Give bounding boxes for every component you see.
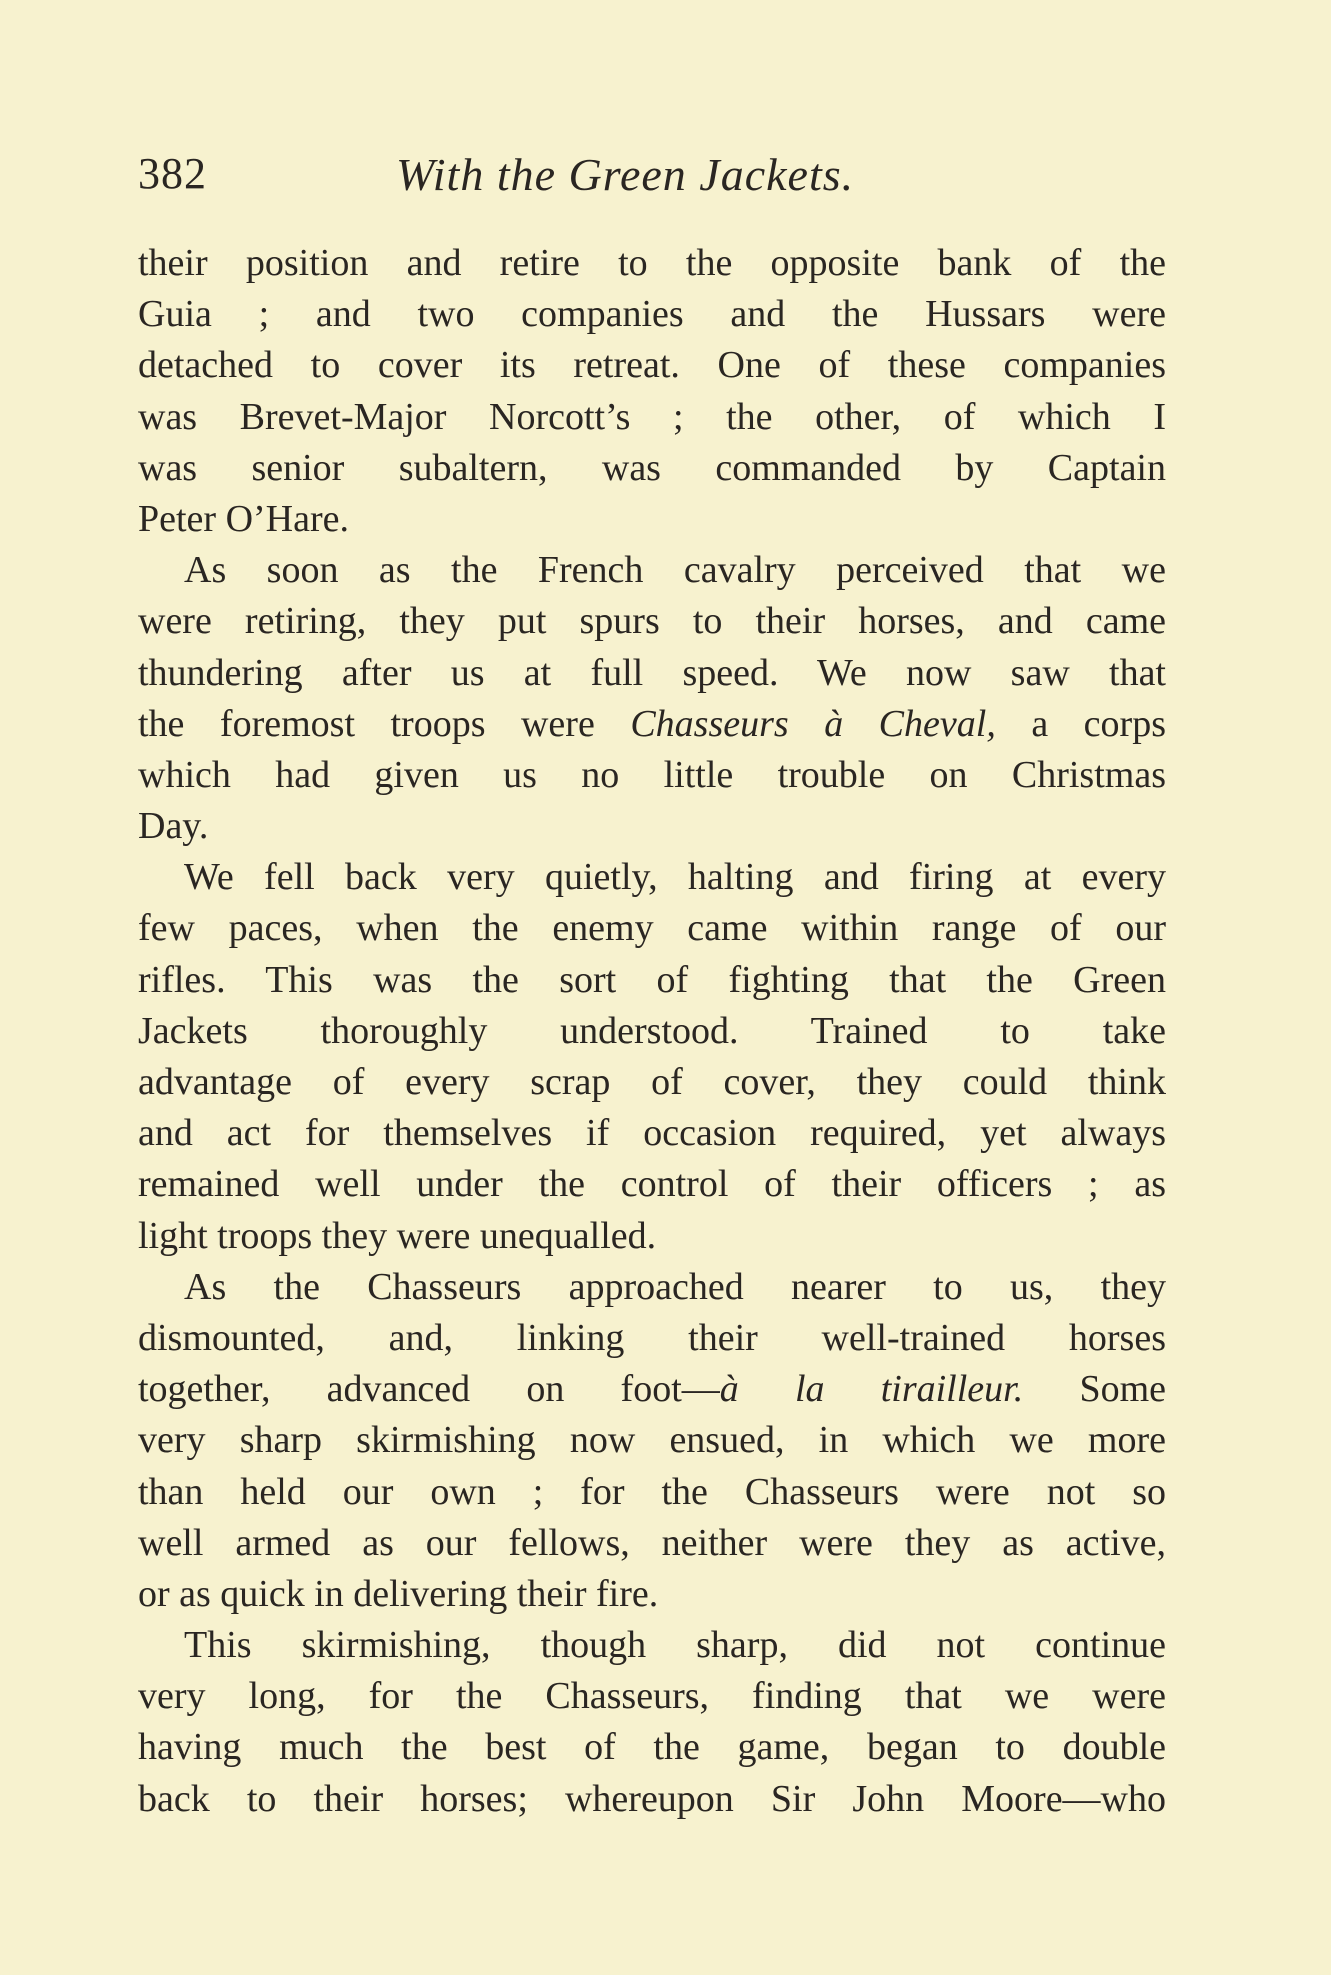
text-line: or as quick in delivering their fire. bbox=[138, 1572, 659, 1615]
text-line: which had given us no little trouble on Christmas bbox=[138, 753, 1166, 796]
running-head: With the Green Jackets. bbox=[396, 149, 855, 200]
text-line: light troops they were unequalled. bbox=[138, 1214, 657, 1257]
text-line: back to their horses; whereupon Sir John Moore—who bbox=[138, 1777, 1166, 1820]
line-text: Some bbox=[1023, 1368, 1167, 1411]
text-line bbox=[138, 699, 1166, 750]
text-line: thundering after us at full speed. We now saw that bbox=[138, 651, 1166, 694]
italic-phrase: à la tirailleur. bbox=[719, 1368, 1024, 1411]
text-line: was Brevet-Major Norcott’s ; the other, of which I bbox=[138, 395, 1166, 438]
page-header bbox=[138, 148, 1178, 208]
text-line: We fell back very quietly, halting and firing at every bbox=[184, 856, 1166, 899]
body-text bbox=[138, 238, 1166, 1825]
text-line bbox=[138, 1364, 1166, 1415]
text-line: and act for themselves if occasion required, yet always bbox=[138, 1112, 1166, 1155]
text-line: were retiring, they put spurs to their horses, and came bbox=[138, 600, 1166, 643]
text-line: dismounted, and, linking their well-trained horses bbox=[138, 1316, 1166, 1359]
text-line: than held our own ; for the Chasseurs were not so bbox=[138, 1470, 1166, 1513]
text-line: well armed as our fellows, neither were they as active, bbox=[138, 1521, 1166, 1564]
text-line: their position and retire to the opposite bank of the bbox=[138, 242, 1166, 284]
text-line: As soon as the French cavalry perceived that we bbox=[184, 549, 1166, 592]
text-line: Day. bbox=[138, 805, 209, 848]
text-line: having much the best of the game, began to double bbox=[138, 1726, 1166, 1769]
line-text: the foremost troops were bbox=[138, 702, 631, 745]
text-line: detached to cover its retreat. One of these companies bbox=[138, 344, 1166, 387]
page-number: 382 bbox=[138, 149, 207, 198]
line-text: together, advanced on foot— bbox=[138, 1368, 720, 1411]
italic-phrase: Chasseurs à Cheval, bbox=[630, 702, 996, 745]
text-line: Jackets thoroughly understood. Trained to take bbox=[138, 1009, 1166, 1052]
text-line: very long, for the Chasseurs, finding that we were bbox=[138, 1675, 1166, 1718]
text-line: This skirmishing, though sharp, did not continue bbox=[184, 1624, 1166, 1667]
text-line: Guia ; and two companies and the Hussars were bbox=[138, 293, 1166, 336]
text-line: As the Chasseurs approached nearer to us, they bbox=[184, 1265, 1166, 1308]
text-line: rifles. This was the sort of fighting that the Green bbox=[138, 958, 1166, 1001]
text-line: advantage of every scrap of cover, they could think bbox=[138, 1061, 1166, 1103]
text-line: Peter O’Hare. bbox=[138, 497, 350, 540]
text-line: was senior subaltern, was commanded by Captain bbox=[138, 446, 1166, 489]
text-line: remained well under the control of their officers ; as bbox=[138, 1163, 1166, 1206]
line-text: a corps bbox=[995, 702, 1166, 745]
text-line: few paces, when the enemy came within range of our bbox=[138, 907, 1166, 950]
text-line: very sharp skirmishing now ensued, in which we more bbox=[138, 1419, 1166, 1462]
